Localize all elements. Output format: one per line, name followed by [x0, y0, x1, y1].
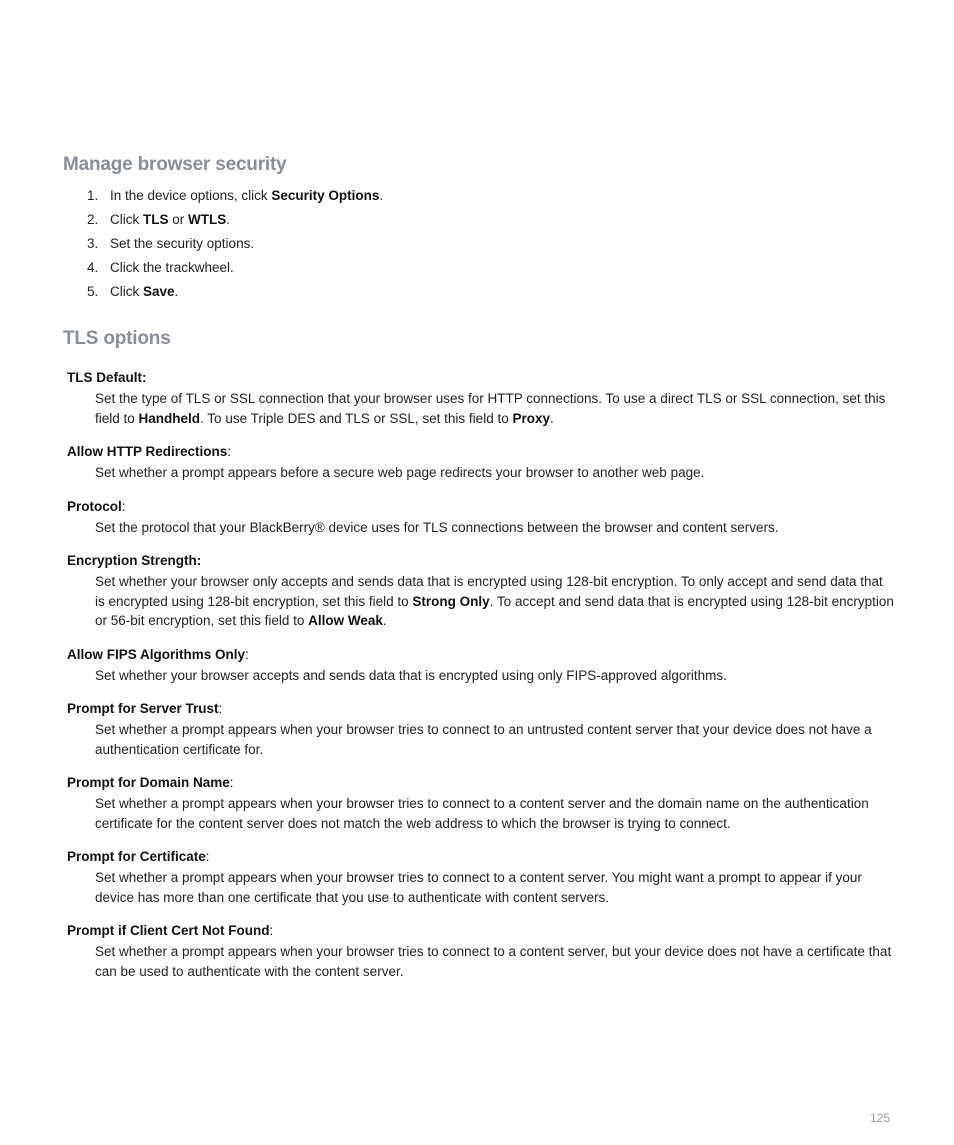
option-description: Set whether a prompt appears when your browser tries to connect to a content server, but your device does not have a certificate that can be used to authenticate with the content server.	[95, 944, 892, 979]
step-item	[80, 210, 383, 234]
option-term: Allow FIPS Algorithms Only:	[67, 646, 249, 662]
option-description: Set whether your browser accepts and sends data that is encrypted using only FIPS-approved algorithms.	[95, 667, 727, 683]
section-heading-tls-options: TLS options	[63, 328, 171, 349]
option-protocol	[67, 498, 895, 538]
option-tls-default	[67, 369, 895, 428]
step-item	[80, 186, 383, 210]
option-description: Set whether a prompt appears when your browser tries to connect to an untrusted content server that your device does not have a authentication certificate for.	[95, 722, 872, 757]
step-text: Set the security options.	[110, 236, 255, 251]
option-prompt-for-domain-name	[67, 774, 895, 833]
option-prompt-for-certificate	[67, 848, 895, 907]
option-prompt-if-client-cert-not-found	[67, 922, 895, 981]
option-description: Set whether your browser only accepts and sends data that is encrypted using 128-bit encryption. To only accept and send data that is encrypted using 128-bit encryption, set this field to Strong Only. To accept and send data that is encrypted using 128-bit encryption or 56-bit encryption, set this field to Allow Weak.	[95, 574, 894, 628]
step-number: 4.	[87, 260, 99, 275]
option-description: Set whether a prompt appears before a secure web page redirects your browser to another web page.	[95, 465, 705, 480]
option-description: Set the type of TLS or SSL connection that your browser uses for HTTP connections. To use a direct TLS or SSL connection, set this field to Handheld. To use Triple DES and TLS or SSL, set this field to Proxy.	[95, 391, 886, 426]
option-term: Prompt for Server Trust:	[67, 701, 223, 716]
option-description: Set the protocol that your BlackBerry® device uses for TLS connections between the browser and content servers.	[95, 519, 779, 535]
step-item	[80, 234, 383, 258]
option-term: Prompt for Certificate:	[67, 849, 210, 864]
step-text: Click the trackwheel.	[110, 260, 234, 275]
page-number: 125	[869, 1111, 890, 1125]
option-allow-http-redirections	[67, 443, 895, 483]
step-number: 3.	[87, 236, 99, 251]
option-term: Encryption Strength:	[67, 553, 202, 568]
option-prompt-for-server-trust	[67, 700, 895, 759]
step-item	[80, 258, 383, 282]
steps-list	[80, 186, 383, 306]
tls-options-list	[67, 369, 895, 996]
option-encryption-strength	[67, 552, 895, 631]
step-text: Click TLS or WTLS.	[110, 212, 231, 227]
option-term: Protocol:	[67, 498, 126, 514]
step-number: 1.	[87, 188, 99, 203]
step-item	[80, 282, 383, 306]
option-term: Prompt if Client Cert Not Found:	[67, 923, 274, 938]
option-term: Prompt for Domain Name:	[67, 775, 234, 790]
step-number: 2.	[87, 212, 99, 227]
option-description: Set whether a prompt appears when your browser tries to connect to a content server and the domain name on the authentication certificate for the content server does not match the web address to which the browser is trying to connect.	[95, 796, 869, 831]
option-allow-fips-algorithms-only	[67, 646, 895, 686]
step-number: 5.	[87, 284, 99, 299]
option-term: Allow HTTP Redirections:	[67, 444, 232, 459]
step-text: Click Save.	[110, 284, 179, 299]
option-description: Set whether a prompt appears when your browser tries to connect to a content server. You might want a prompt to appear if your device has more than one certificate that you use to authenticate with content servers.	[95, 870, 862, 905]
section-heading-manage-browser-security: Manage browser security	[63, 154, 287, 175]
option-term: TLS Default:	[67, 370, 147, 385]
step-text: In the device options, click Security Options.	[110, 188, 384, 203]
